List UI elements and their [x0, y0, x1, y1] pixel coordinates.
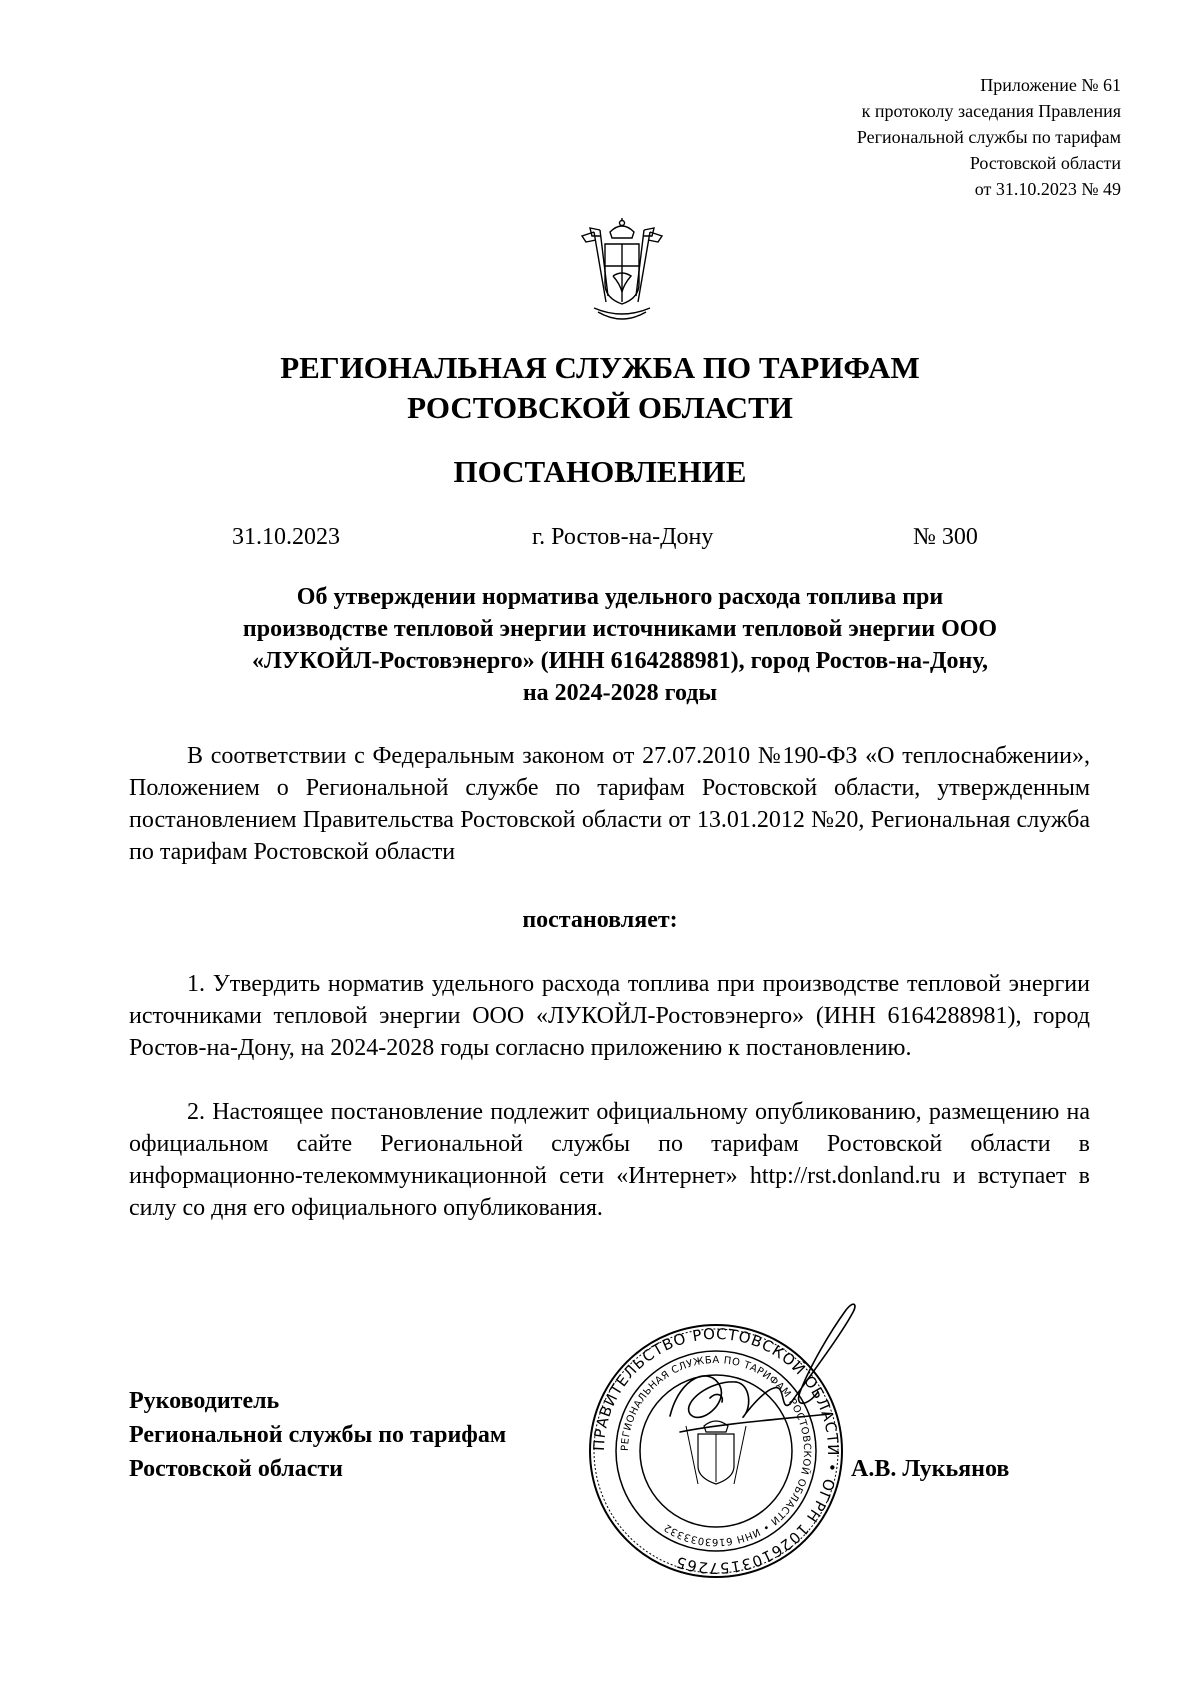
appendix-line: Региональной службы по тарифам [856, 127, 1121, 147]
subject-line: на 2024-2028 годы [522, 680, 718, 706]
document-type: ПОСТАНОВЛЕНИЕ [453, 454, 747, 489]
authority-line: РЕГИОНАЛЬНАЯ СЛУЖБА ПО ТАРИФАМ [280, 350, 920, 385]
appendix-note [857, 72, 1121, 202]
subject-line: производстве тепловой энергии источниками тепловой энергии ООО [242, 616, 998, 642]
subject-line: «ЛУКОЙЛ-Ростовэнерго» (ИНН 6164288981), город Ростов-на-Дону, [252, 648, 988, 674]
appendix-line: Приложение № 61 [980, 75, 1121, 95]
signatory-name: А.В. Лукьянов [851, 1456, 1010, 1482]
document-number: № 300 [913, 524, 978, 550]
appendix-line: Ростовской области [969, 153, 1121, 173]
resolution-item-1: 1. Утвердить норматив удельного расхода топлива при производстве тепловой энергии источниками тепловой энергии ООО «ЛУКОЙЛ-Ростовэнерго» (ИНН 6164288981), город Ростов-на-Дону, на 2024-2028 годы согласно приложению к постановлению. [129, 971, 1090, 1061]
signatory-title-line: Руководитель [129, 1388, 280, 1414]
appendix-line: к протоколу заседания Правления [861, 101, 1121, 121]
issuing-authority [120, 348, 1080, 428]
preamble-paragraph: В соответствии с Федеральным законом от 27.07.2010 №190-ФЗ «О теплоснабжении», Положением о Региональной службе по тарифам Ростовской области, утвержденным постановлением Правительства Ростовской области от 13.01.2012 №20, Региональная служба по тарифам Ростовской области [129, 743, 1090, 865]
appendix-line: от 31.10.2023 № 49 [974, 179, 1121, 199]
rostov-coat-of-arms-icon [572, 216, 672, 328]
resolution-item-2: 2. Настоящее постановление подлежит официальному опубликованию, размещению на официальном сайте Региональной службы по тарифам Ростовской области в информационно-телекоммуникационной сети «Интернет» http://rst.donland.ru и вступает в силу со дня его официального опубликования. [129, 1099, 1090, 1221]
svg-text:РЕГИОНАЛЬНАЯ СЛУЖБА ПО ТАРИФАМ: РЕГИОНАЛЬНАЯ СЛУЖБА ПО ТАРИФАМ РОСТОВСКОЙ ОБЛАСТИ • ИНН 6163033332 [619, 1354, 813, 1548]
signatory-title-line: Региональной службы по тарифам [129, 1422, 507, 1448]
document-date: 31.10.2023 [232, 524, 340, 550]
document-city: г. Ростов-на-Дону [532, 524, 714, 550]
document-subject [170, 581, 1070, 709]
authority-line: РОСТОВСКОЙ ОБЛАСТИ [407, 390, 793, 425]
subject-line: Об утверждении норматива удельного расхода топлива при [296, 584, 944, 610]
signatory-title-line: Ростовской области [129, 1456, 343, 1482]
svg-text:ПРАВИТЕЛЬСТВО РОСТОВСКОЙ ОБЛАС: ПРАВИТЕЛЬСТВО РОСТОВСКОЙ ОБЛАСТИ • ОГРН 1026103157265 [589, 1324, 843, 1578]
handwritten-signature [640, 1296, 870, 1486]
resolves-heading: постановляет: [522, 907, 678, 933]
signatory-title [129, 1384, 506, 1486]
